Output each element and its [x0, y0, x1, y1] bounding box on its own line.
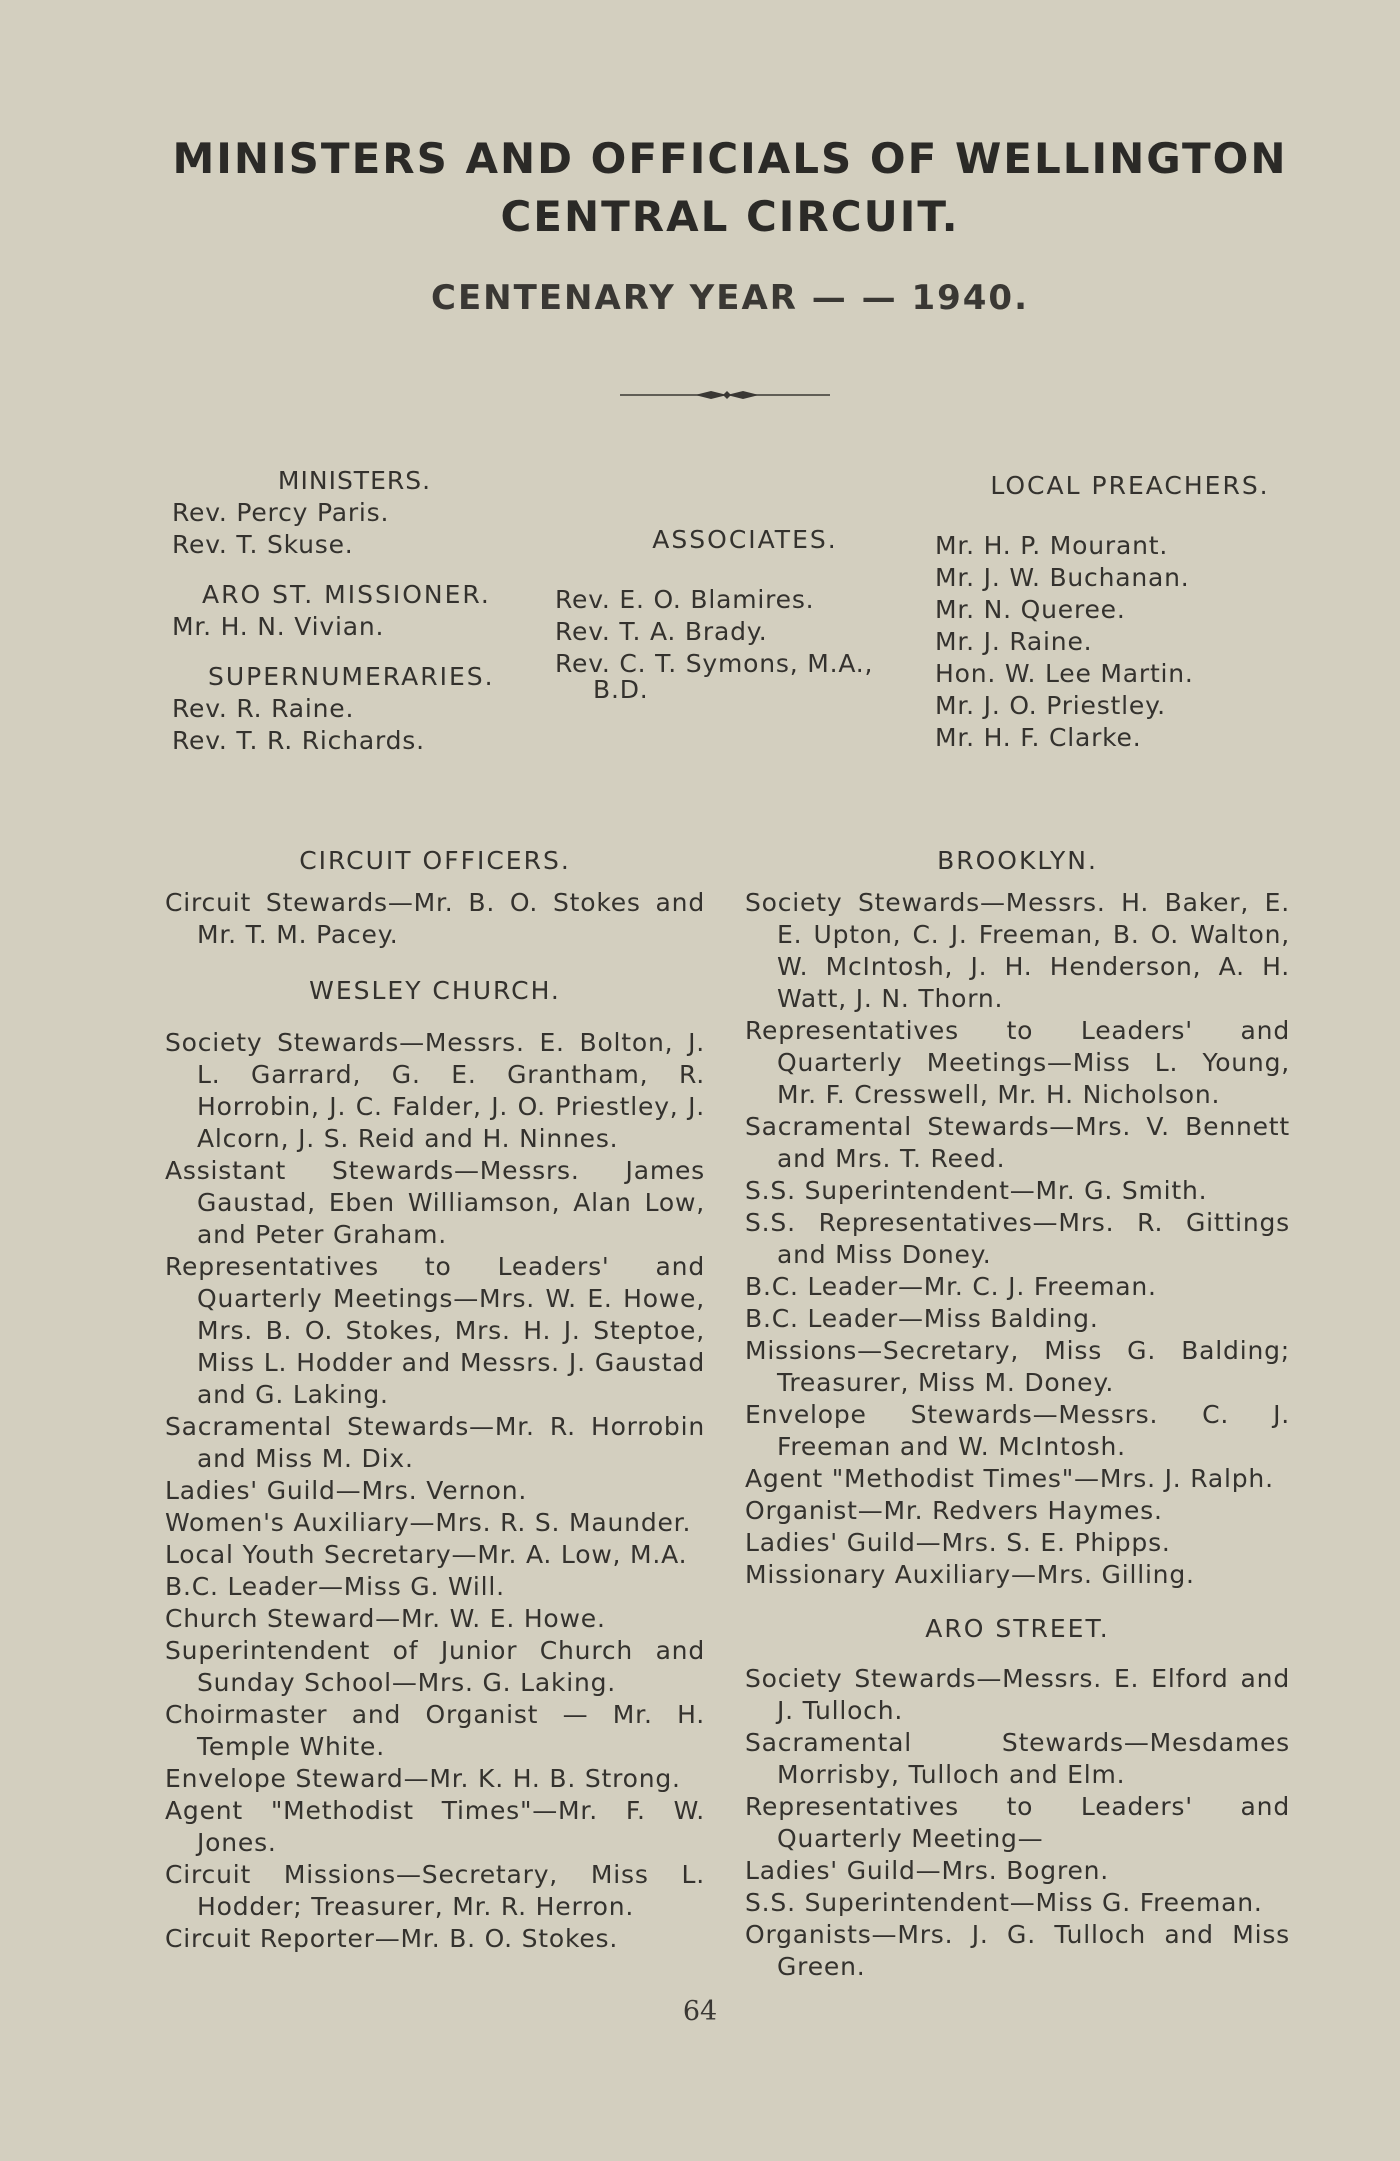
page-subtitle: CENTENARY YEAR — — 1940.	[431, 278, 1029, 318]
page-number: 64	[682, 1996, 718, 2027]
brooklyn-entry: S.S. Representatives—Mrs. R. Gittings and Miss Doney.	[745, 1208, 1290, 1269]
brooklyn-entry: Organist—Mr. Redvers Haymes.	[745, 1496, 1163, 1525]
wesley-church-entry: Agent "Methodist Times"—Mr. F. W. Jones.	[165, 1796, 705, 1857]
local-preacher-name: Mr. J. O. Priestley.	[935, 691, 1166, 720]
local-preachers-section	[935, 470, 1275, 754]
aro-street-entry: S.S. Superintendent—Miss G. Freeman.	[745, 1888, 1263, 1917]
associate-name: Rev. C. T. Symons, M.A.,	[555, 649, 874, 678]
brooklyn-entry: Missionary Auxiliary—Mrs. Gilling.	[745, 1560, 1195, 1589]
wesley-church-entry: Ladies' Guild—Mrs. Vernon.	[165, 1476, 528, 1505]
aro-street-entry: Ladies' Guild—Mrs. Bogren.	[745, 1856, 1110, 1885]
brooklyn-entry: B.C. Leader—Miss Balding.	[745, 1304, 1099, 1333]
associates-heading: ASSOCIATES.	[652, 525, 838, 554]
aro-missioner-heading: ARO ST. MISSIONER.	[202, 580, 491, 609]
supernumerary-name: Rev. T. R. Richards.	[172, 726, 425, 755]
minister-name: Rev. T. Skuse.	[172, 530, 354, 559]
circuit-officers-heading: CIRCUIT OFFICERS.	[299, 846, 571, 875]
wesley-church-entry: Choirmaster and Organist — Mr. H. Temple White.	[165, 1700, 705, 1761]
local-preacher-name: Mr. J. Raine.	[935, 627, 1093, 656]
ministers-section	[172, 465, 512, 757]
left-officials-column	[165, 845, 705, 1955]
aro-missioner-name: Mr. H. N. Vivian.	[172, 612, 385, 641]
wesley-church-entry: B.C. Leader—Miss G. Will.	[165, 1572, 505, 1601]
associates-section	[555, 524, 925, 706]
wesley-church-entry: Representatives to Leaders' and Quarterly Meetings—Mrs. W. E. Howe, Mrs. B. O. Stokes, Mrs. H. J. Steptoe, Miss L. Hodder and Messrs. J. Gaustad and G. Laking.	[165, 1252, 705, 1409]
wesley-church-entry: Circuit Missions—Secretary, Miss L. Hodder; Treasurer, Mr. R. Herron.	[165, 1860, 705, 1921]
supernumerary-name: Rev. R. Raine.	[172, 694, 355, 723]
brooklyn-entry: Envelope Stewards—Messrs. C. J. Freeman and W. McIntosh.	[745, 1400, 1290, 1461]
wesley-church-entry: Envelope Steward—Mr. K. H. B. Strong.	[165, 1764, 681, 1793]
local-preacher-name: Mr. J. W. Buchanan.	[935, 563, 1190, 592]
aro-street-entry: Sacramental Stewards—Mesdames Morrisby, Tulloch and Elm.	[745, 1728, 1290, 1789]
local-preacher-name: Mr. H. F. Clarke.	[935, 723, 1142, 752]
local-preachers-heading: LOCAL PREACHERS.	[990, 471, 1270, 500]
brooklyn-entry: Ladies' Guild—Mrs. S. E. Phipps.	[745, 1528, 1171, 1557]
local-preacher-name: Hon. W. Lee Martin.	[935, 659, 1194, 688]
local-preacher-name: Mr. H. P. Mourant.	[935, 531, 1169, 560]
wesley-church-entry: Superintendent of Junior Church and Sunday School—Mrs. G. Laking.	[165, 1636, 705, 1697]
local-preacher-name: Mr. N. Queree.	[935, 595, 1126, 624]
wesley-church-entry: Local Youth Secretary—Mr. A. Low, M.A.	[165, 1540, 688, 1569]
right-officials-column	[745, 845, 1290, 1983]
minister-name: Rev. Percy Paris.	[172, 498, 390, 527]
circuit-officers-entry: Circuit Stewards—Mr. B. O. Stokes and Mr. T. M. Pacey.	[165, 888, 705, 949]
wesley-church-entry: Women's Auxiliary—Mrs. R. S. Maunder.	[165, 1508, 692, 1537]
associate-name: B.D.	[593, 675, 649, 704]
wesley-church-entry: Society Stewards—Messrs. E. Bolton, J. L. Garrard, G. E. Grantham, R. Horrobin, J. C. Falder, J. O. Priestley, J. Alcorn, J. S. Reid and H. Ninnes.	[165, 1028, 705, 1153]
aro-street-entry: Representatives to Leaders' and Quarterly Meeting—	[745, 1792, 1290, 1853]
brooklyn-entry: S.S. Superintendent—Mr. G. Smith.	[745, 1176, 1208, 1205]
brooklyn-entry: Representatives to Leaders' and Quarterly Meetings—Miss L. Young, Mr. F. Cresswell, Mr. H. Nicholson.	[745, 1016, 1290, 1109]
ministers-heading: MINISTERS.	[277, 466, 432, 495]
title-line-1: MINISTERS AND OFFICIALS OF WELLINGTON	[172, 134, 1288, 183]
wesley-church-heading: WESLEY CHURCH.	[309, 976, 561, 1005]
wesley-church-entry: Assistant Stewards—Messrs. James Gaustad, Eben Williamson, Alan Low, and Peter Graham.	[165, 1156, 705, 1249]
wesley-church-entry: Church Steward—Mr. W. E. Howe.	[165, 1604, 606, 1633]
title-line-2: CENTRAL CIRCUIT.	[500, 192, 960, 241]
brooklyn-entry: Society Stewards—Messrs. H. Baker, E. E. Upton, C. J. Freeman, B. O. Walton, W. McIntosh, J. H. Henderson, A. H. Watt, J. N. Thorn.	[745, 888, 1290, 1013]
supernumeraries-heading: SUPERNUMERARIES.	[208, 662, 495, 691]
aro-street-entry: Organists—Mrs. J. G. Tulloch and Miss Green.	[745, 1920, 1290, 1981]
aro-street-entry: Society Stewards—Messrs. E. Elford and J. Tulloch.	[745, 1664, 1290, 1725]
brooklyn-entry: Sacramental Stewards—Mrs. V. Bennett and Mrs. T. Reed.	[745, 1112, 1290, 1173]
associate-name: Rev. T. A. Brady.	[555, 617, 768, 646]
brooklyn-entry: Agent "Methodist Times"—Mrs. J. Ralph.	[745, 1464, 1274, 1493]
associate-name: Rev. E. O. Blamires.	[555, 585, 815, 614]
wesley-church-entry: Circuit Reporter—Mr. B. O. Stokes.	[165, 1924, 619, 1953]
wesley-church-entry: Sacramental Stewards—Mr. R. Horrobin and Miss M. Dix.	[165, 1412, 705, 1473]
brooklyn-entry: Missions—Secretary, Miss G. Balding; Treasurer, Miss M. Doney.	[745, 1336, 1290, 1397]
brooklyn-entry: B.C. Leader—Mr. C. J. Freeman.	[745, 1272, 1157, 1301]
page-title	[150, 130, 1310, 246]
divider-ornament-icon	[615, 385, 835, 405]
aro-street-heading: ARO STREET.	[925, 1614, 1110, 1643]
brooklyn-heading: BROOKLYN.	[937, 846, 1098, 875]
